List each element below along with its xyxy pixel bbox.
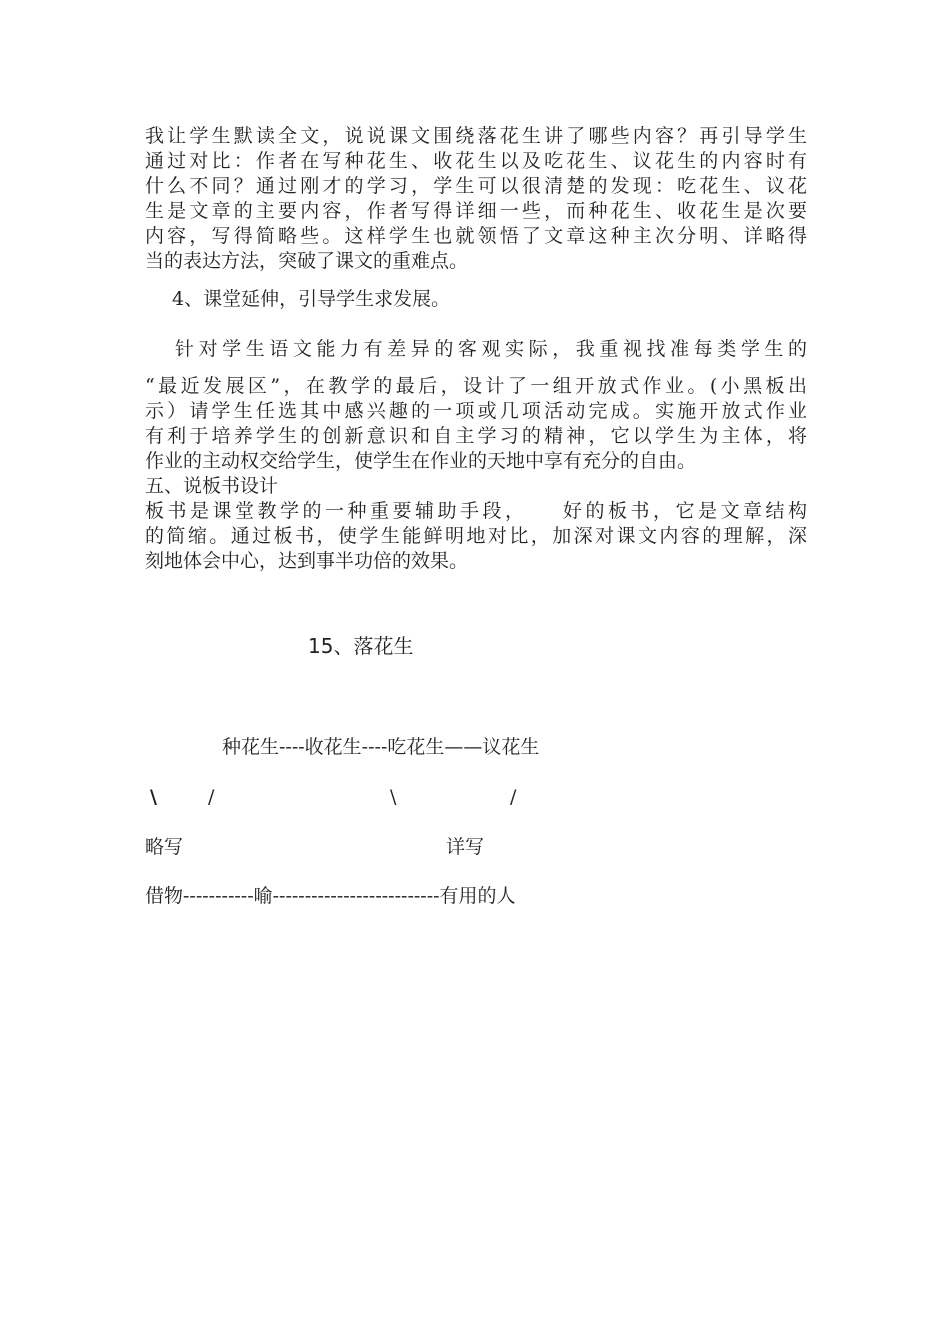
paragraph-line: 示）请学生任选其中感兴趣的一项或几项活动完成。实施开放式作业: [145, 400, 807, 422]
board-row-actions: 种花生----收花生----吃花生——议花生: [222, 736, 540, 758]
paragraph-line: 针对学生语文能力有差异的客观实际，我重视找准每类学生的: [175, 338, 807, 360]
subheading: 4、课堂延伸，引导学生求发展。: [172, 288, 451, 310]
board-brief-label: 略写: [145, 836, 184, 858]
paragraph-line: “最近发展区”，在教学的最后，设计了一组开放式作业。(小黑板出: [145, 375, 807, 397]
paragraph-line: 板书是课堂教学的一种重要辅助手段， 好的板书，它是文章结构: [145, 500, 807, 522]
board-detail-label: 详写: [446, 836, 485, 858]
paragraph-line: 的简缩。通过板书，使学生能鲜明地对比，加深对课文内容的理解，深: [145, 525, 807, 547]
paragraph-line: 通过对比：作者在写种花生、收花生以及吃花生、议花生的内容时有: [145, 150, 807, 172]
paragraph-line: 作业的主动权交给学生，使学生在作业的天地中享有充分的自由。: [145, 450, 697, 472]
paragraph-line: 当的表达方法，突破了课文的重难点。: [145, 250, 469, 272]
board-row-metaphor: 借物-----------喻--------------------------有用的人: [145, 885, 516, 907]
paragraph-line: 什么不同？通过刚才的学习，学生可以很清楚的发现：吃花生、议花: [145, 175, 807, 197]
board-slash: \: [390, 786, 397, 808]
paragraph-line: 生是文章的主要内容，作者写得详细一些，而种花生、收花生是次要: [145, 200, 807, 222]
board-slash: /: [510, 786, 517, 808]
section-heading: 五、说板书设计: [145, 475, 279, 497]
paragraph-line: 内容，写得简略些。这样学生也就领悟了文章这种主次分明、详略得: [145, 225, 807, 247]
board-title: 15、落花生: [308, 634, 414, 658]
paragraph-line: 有利于培养学生的创新意识和自主学习的精神，它以学生为主体，将: [145, 425, 807, 447]
board-slash: \: [150, 786, 157, 808]
board-slash: /: [208, 786, 215, 808]
paragraph-line: 刻地体会中心，达到事半功倍的效果。: [145, 550, 469, 572]
paragraph-line: 我让学生默读全文，说说课文围绕落花生讲了哪些内容？再引导学生: [145, 125, 807, 147]
